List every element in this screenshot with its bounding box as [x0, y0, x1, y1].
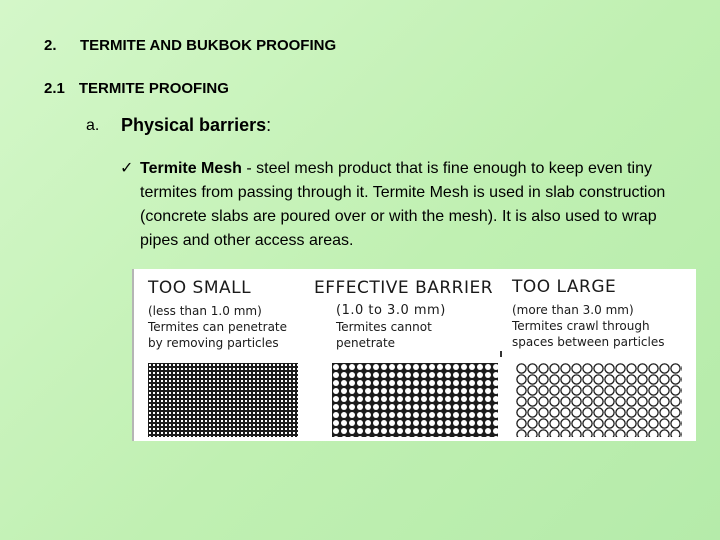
subheading — [44, 80, 229, 97]
column-title: TOO LARGE — [512, 277, 617, 297]
section-title — [121, 115, 271, 136]
column-line: (less than 1.0 mm) — [148, 304, 262, 318]
section-title-text: Physical barriers — [121, 115, 267, 135]
column-line: spaces between particles — [512, 335, 665, 349]
coarse-particles-illustration — [516, 363, 682, 437]
mesh-comparison-figure — [132, 269, 696, 441]
column-description — [336, 303, 493, 351]
column-line: (more than 3.0 mm) — [512, 303, 634, 317]
section-colon: : — [266, 115, 272, 135]
heading-title: TERMITE AND BUKBOK PROOFING — [80, 37, 337, 54]
column-too-small — [148, 278, 287, 351]
bullet-text — [140, 157, 695, 253]
figure-tick — [500, 351, 502, 357]
column-description — [148, 303, 287, 351]
column-effective-barrier — [314, 278, 493, 351]
column-line: (1.0 to 3.0 mm) — [336, 303, 446, 318]
column-description — [512, 302, 664, 350]
column-line: Termites can penetrate — [148, 320, 288, 334]
column-line: Termites cannot — [336, 320, 432, 334]
bullet-description: - steel mesh product that is fine enough to keep even tiny termites from passing through it. Termite Mesh is used in slab construction (concrete slabs are poured over or with the mesh). It is also used to wrap pipes and other access areas. — [140, 160, 666, 249]
bullet-item — [120, 157, 695, 253]
subheading-number: 2.1 — [44, 80, 65, 97]
fine-particles-illustration — [148, 363, 298, 437]
subheading-title: TERMITE PROOFING — [78, 80, 229, 97]
column-too-large — [512, 277, 664, 350]
bullet-term: Termite Mesh — [140, 160, 242, 177]
column-line: by removing particles — [148, 336, 279, 350]
column-title: TOO SMALL — [148, 278, 252, 298]
checkmark-icon: ✓ — [120, 160, 134, 177]
column-title: EFFECTIVE BARRIER — [314, 278, 494, 298]
column-line: Termites crawl through — [512, 319, 650, 333]
section-letter: a. — [86, 117, 100, 134]
medium-particles-illustration — [332, 363, 498, 437]
heading-number: 2. — [44, 37, 57, 54]
column-line: penetrate — [336, 336, 396, 350]
figure-border — [132, 269, 134, 441]
